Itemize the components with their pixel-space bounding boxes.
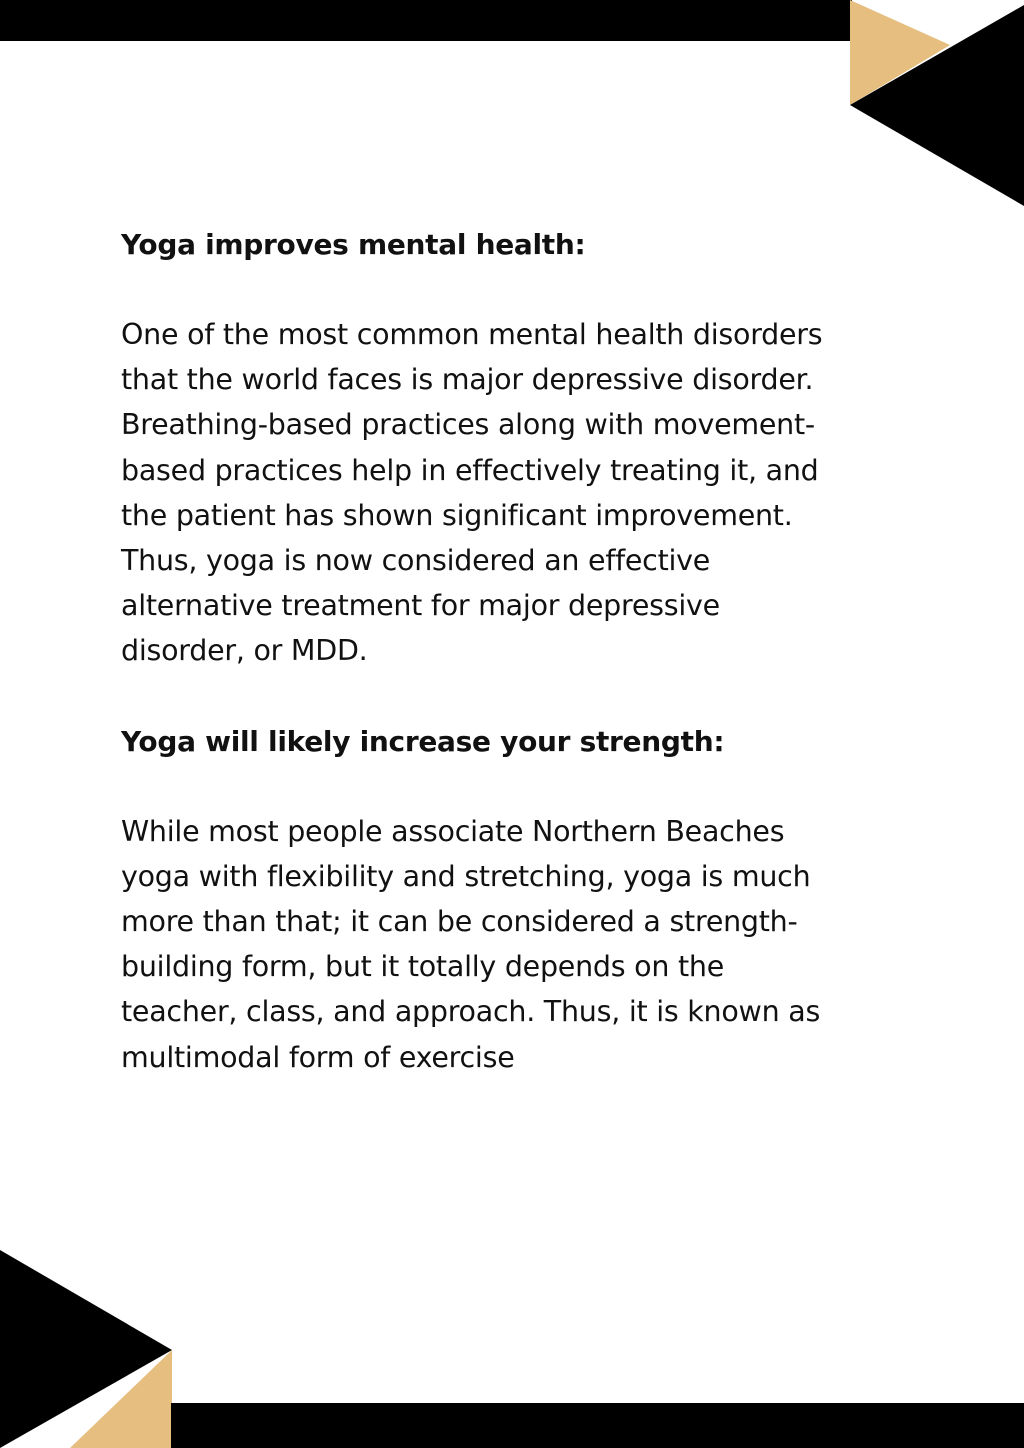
top-decorative-bar [0, 0, 852, 41]
section-heading-strength: Yoga will likely increase your strength: [121, 724, 725, 758]
section-body-mental-health: One of the most common mental health disorders that the world faces is major depressive disorder. Breathing-based practices along with movement- based practices help in effectively treating it, and the patient has shown significant improvement. Thus, yoga is now considered an effective alternative treatment for major depressive disorder, or MDD. [121, 318, 823, 668]
section-body-strength: While most people associate Northern Beaches yoga with flexibility and stretching, yoga is much more than that; it can be considered a strength- building form, but it totally depends on the teacher, class, and approach. Thus, it is known as multimodal form of exercise [121, 814, 821, 1074]
bottom-decorative-bar [171, 1403, 1024, 1448]
section-heading-mental-health: Yoga improves mental health: [121, 228, 586, 261]
top-right-triangle-ornament [850, 0, 1024, 206]
bottom-left-triangle-ornament [0, 1250, 172, 1448]
article-content [121, 222, 921, 1080]
